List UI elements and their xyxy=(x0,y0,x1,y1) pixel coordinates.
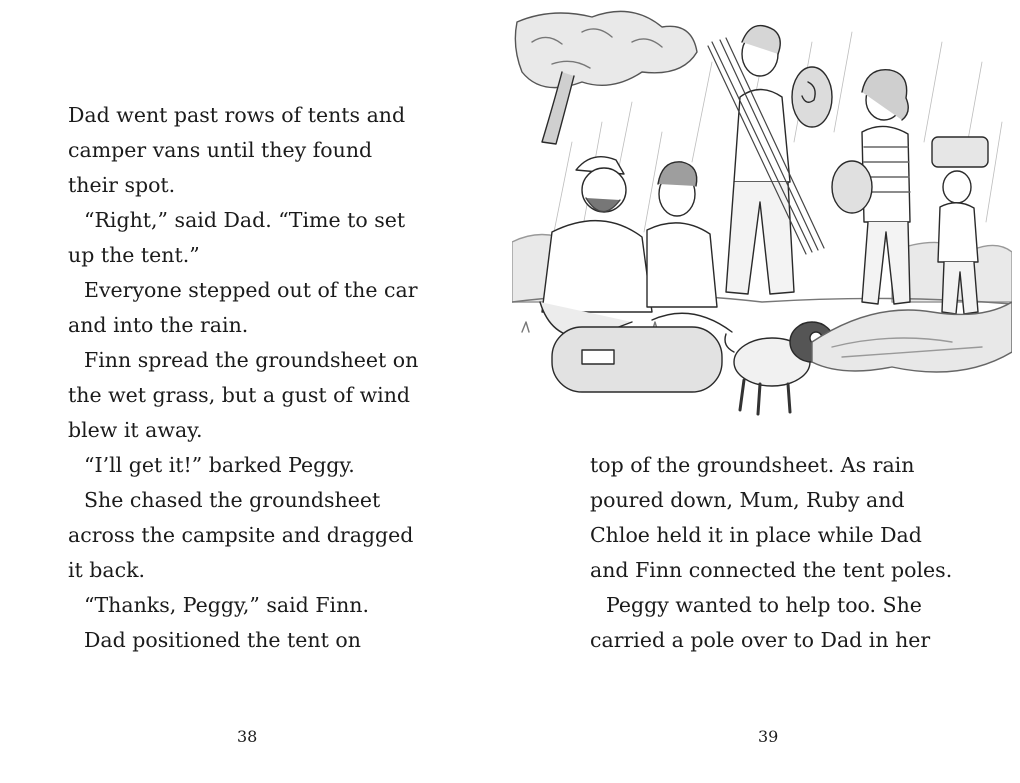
paragraph-5: “I’ll get it!” barked Peggy. xyxy=(84,453,355,477)
paragraph-8: Dad positioned the tent on xyxy=(84,628,361,652)
right-page-text xyxy=(590,448,1010,658)
paragraph-7: “Thanks, Peggy,” said Finn. xyxy=(84,593,370,617)
paragraph-9: top of the groundsheet. As rain poured down, Mum, Ruby and Chloe held it in place while Dad and Finn connected the tent poles. xyxy=(590,453,953,582)
left-page-text xyxy=(68,98,508,658)
camping-family-illustration-icon xyxy=(512,2,1012,442)
paragraph-3: Everyone stepped out of the car and into the rain. xyxy=(68,278,418,337)
paragraph-10: Peggy wanted to help too. She carried a pole over to Dad in her xyxy=(590,593,931,652)
paragraph-2: “Right,” said Dad. “Time to set up the tent.” xyxy=(68,208,406,267)
paragraph-4: Finn spread the groundsheet on the wet grass, but a gust of wind blew it away. xyxy=(68,348,419,442)
right-page xyxy=(510,0,1020,783)
paragraph-1: Dad went past rows of tents and camper vans until they found their spot. xyxy=(68,103,406,197)
paragraph-6: She chased the groundsheet across the campsite and dragged it back. xyxy=(68,488,414,582)
page-number-left: 38 xyxy=(237,727,258,746)
page-number-right: 39 xyxy=(758,727,779,746)
